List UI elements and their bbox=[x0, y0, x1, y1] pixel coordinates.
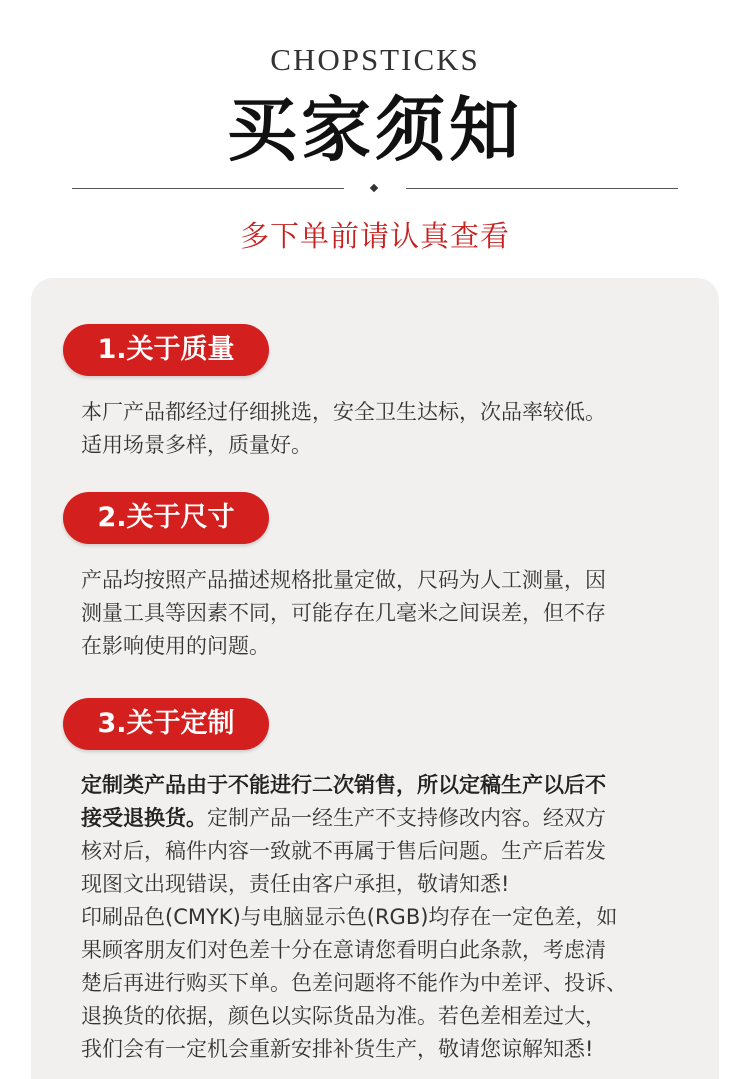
line-rest: 定制产品一经生产不支持修改内容。经双方 bbox=[207, 806, 606, 830]
section-label-size: 2.关于尺寸 bbox=[63, 492, 269, 544]
diamond-ornament-icon bbox=[370, 184, 378, 192]
section-line: 在影响使用的问题。 bbox=[81, 634, 270, 658]
section-label-custom: 3.关于定制 bbox=[63, 698, 269, 750]
section-label-quality: 1.关于质量 bbox=[63, 324, 269, 376]
header-eyebrow: CHOPSTICKS bbox=[270, 42, 480, 77]
section-line-mixed bbox=[81, 802, 681, 835]
section-line: 我们会有一定机会重新安排补货生产，敬请您谅解知悉! bbox=[81, 1037, 594, 1061]
section-line: 楚后再进行购买下单。色差问题将不能作为中差评、投诉、 bbox=[81, 971, 627, 995]
section-line-bold: 定制类产品由于不能进行二次销售，所以定稿生产以后不 bbox=[81, 773, 606, 797]
section-line: 适用场景多样，质量好。 bbox=[81, 433, 312, 457]
section-line: 现图文出现错误，责任由客户承担，敬请知悉! bbox=[81, 872, 510, 896]
section-line: 果顾客朋友们对色差十分在意请您看明白此条款，考虑清 bbox=[81, 938, 606, 962]
section-line: 退换货的依据，颜色以实际货品为准。若色差相差过大， bbox=[81, 1004, 606, 1028]
section-line: 核对后，稿件内容一致就不再属于售后问题。生产后若发 bbox=[81, 839, 606, 863]
section-body-quality bbox=[81, 396, 681, 462]
page-title: 买家须知 bbox=[227, 88, 523, 171]
section-line: 产品均按照产品描述规格批量定做，尺码为人工测量，因 bbox=[81, 568, 606, 592]
section-body-custom bbox=[81, 769, 681, 1066]
section-line: 测量工具等因素不同，可能存在几毫米之间误差，但不存 bbox=[81, 601, 606, 625]
page-subtitle: 多下单前请认真查看 bbox=[239, 219, 510, 253]
divider-right bbox=[406, 188, 678, 189]
divider-left bbox=[72, 188, 344, 189]
section-body-size bbox=[81, 564, 681, 663]
section-line: 本厂产品都经过仔细挑选，安全卫生达标，次品率较低。 bbox=[81, 400, 606, 424]
section-line: 印刷品色(CMYK)与电脑显示色(RGB)均存在一定色差，如 bbox=[81, 905, 618, 929]
bold-phrase: 接受退换货。 bbox=[81, 806, 207, 830]
